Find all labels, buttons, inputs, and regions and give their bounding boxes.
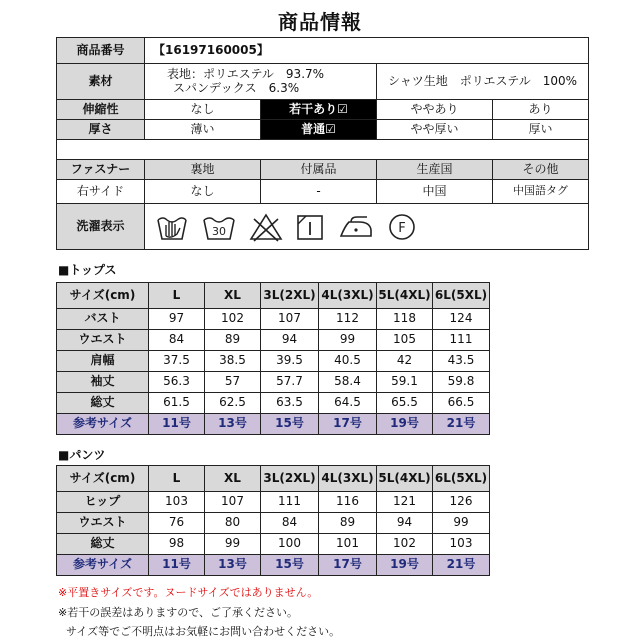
tops-heading: ■トップス [58,263,117,277]
pants-col-6l: 6L(5XL) [433,466,490,492]
cell: 57.7 [261,372,319,393]
tops-row-label: ウエスト [57,330,149,351]
wash-label: 洗濯表示 [57,204,145,250]
cell: 118 [377,309,433,330]
value-country: 中国 [377,180,493,204]
thickness-label: 厚さ [57,120,145,140]
cell: 111 [433,330,490,351]
cell: 105 [377,330,433,351]
ref-label: 参考サイズ [57,555,149,576]
ref-label: 参考サイズ [57,414,149,435]
header-accessories: 付属品 [261,160,377,180]
cell: 94 [377,513,433,534]
thickness-somewhat-thick: やや厚い [377,120,493,140]
material-front-line1: 表地：ポリエステル 93.7% [167,66,325,81]
cell: 103 [433,534,490,555]
cell: 43.5 [433,351,490,372]
cell: 99 [319,330,377,351]
pants-size-table [56,465,490,576]
pants-col-l: L [149,466,205,492]
cell: 116 [319,492,377,513]
tops-ref-row [57,414,490,435]
note-flat-size: ※平置きサイズです。ヌードサイズではありません。 [58,586,319,599]
cell: 101 [319,534,377,555]
tops-col-3l: 3L(2XL) [261,283,319,309]
cell: 99 [433,513,490,534]
tops-col-4l: 4L(3XL) [319,283,377,309]
value-zipper: 右サイド [57,180,145,204]
pants-row-label: ヒップ [57,492,149,513]
cell: 102 [205,309,261,330]
cell: 89 [319,513,377,534]
table-row [57,513,490,534]
tops-col-5l: 5L(4XL) [377,283,433,309]
cell: 66.5 [433,393,490,414]
cell: 112 [319,309,377,330]
cell: 107 [261,309,319,330]
page-title: 商品情報 [278,10,362,34]
cell: 121 [377,492,433,513]
value-other: 中国語タグ [493,180,589,204]
pants-heading: ■パンツ [58,448,106,462]
cell: 97 [149,309,205,330]
tops-col-size: サイズ(cm) [57,283,149,309]
cell: 42 [377,351,433,372]
product-info-table [56,37,589,250]
cell: 11号 [149,414,205,435]
spacer-row [57,140,589,160]
cell: 37.5 [149,351,205,372]
tops-row-label: 肩幅 [57,351,149,372]
cell: 19号 [377,414,433,435]
cell: 39.5 [261,351,319,372]
cell: 84 [149,330,205,351]
cell: 59.8 [433,372,490,393]
no-bleach-icon [249,212,283,242]
header-country: 生産国 [377,160,493,180]
tops-size-table [56,282,490,435]
cell: 76 [149,513,205,534]
table-row [57,351,490,372]
cell: 94 [261,330,319,351]
cell: 65.5 [377,393,433,414]
cell: 40.5 [319,351,377,372]
thickness-normal-selected: 普通☑ [261,120,377,140]
cell: 62.5 [205,393,261,414]
stretch-none: なし [145,100,261,120]
material-shirt: シャツ生地 ポリエステル 100% [377,64,589,100]
cell: 99 [205,534,261,555]
wash-30-icon [201,212,237,242]
cell: 21号 [433,555,490,576]
header-other: その他 [493,160,589,180]
cell: 57 [205,372,261,393]
cell: 19号 [377,555,433,576]
cell: 21号 [433,414,490,435]
table-row [57,393,490,414]
cell: 124 [433,309,490,330]
stretch-slight-selected: 若干あり☑ [261,100,377,120]
thickness-thick: 厚い [493,120,589,140]
pants-col-xl: XL [205,466,261,492]
stretch-yes: あり [493,100,589,120]
cell: 103 [149,492,205,513]
note-tolerance: ※若干の誤差はありますので、ご了承ください。 [58,606,298,619]
header-lining: 裏地 [145,160,261,180]
material-front-line2: スパンデックス 6.3% [173,80,300,95]
thickness-thin: 薄い [145,120,261,140]
table-row [57,309,490,330]
dry-clean-f-icon [387,212,417,242]
table-row [57,492,490,513]
product-no-value: 【16197160005】 [145,38,589,64]
cell: 98 [149,534,205,555]
cell: 61.5 [149,393,205,414]
hand-wash-icon [155,212,189,242]
header-zipper: ファスナー [57,160,145,180]
tops-col-l: L [149,283,205,309]
tops-col-6l: 6L(5XL) [433,283,490,309]
pants-col-5l: 5L(4XL) [377,466,433,492]
note-contact: サイズ等でご不明点はお気軽にお問い合わせください。 [66,625,341,638]
pants-col-size: サイズ(cm) [57,466,149,492]
dry-clean-f-text: F [398,220,406,236]
wash-symbols [145,204,589,250]
cell: 11号 [149,555,205,576]
cell: 107 [205,492,261,513]
value-accessories: - [261,180,377,204]
cell: 111 [261,492,319,513]
cell: 58.4 [319,372,377,393]
pants-ref-row [57,555,490,576]
cell: 15号 [261,555,319,576]
pants-col-4l: 4L(3XL) [319,466,377,492]
cell: 89 [205,330,261,351]
tops-row-label: バスト [57,309,149,330]
cell: 38.5 [205,351,261,372]
cell: 126 [433,492,490,513]
cell: 13号 [205,414,261,435]
material-front [145,64,377,100]
pants-row-label: ウエスト [57,513,149,534]
pants-row-label: 総丈 [57,534,149,555]
cell: 13号 [205,555,261,576]
cell: 56.3 [149,372,205,393]
pants-col-3l: 3L(2XL) [261,466,319,492]
cell: 84 [261,513,319,534]
tops-col-xl: XL [205,283,261,309]
tops-row-label: 袖丈 [57,372,149,393]
value-lining: なし [145,180,261,204]
material-label: 素材 [57,64,145,100]
cell: 63.5 [261,393,319,414]
stretch-label: 伸縮性 [57,100,145,120]
cell: 64.5 [319,393,377,414]
cell: 15号 [261,414,319,435]
cell: 59.1 [377,372,433,393]
product-no-label: 商品番号 [57,38,145,64]
table-row [57,330,490,351]
cell: 100 [261,534,319,555]
cell: 17号 [319,555,377,576]
iron-low-icon [337,212,375,242]
table-row [57,534,490,555]
cell: 102 [377,534,433,555]
wash-temp-text: 30 [212,224,226,238]
table-row [57,372,490,393]
line-dry-shade-icon [295,212,325,242]
tops-row-label: 総丈 [57,393,149,414]
cell: 17号 [319,414,377,435]
cell: 80 [205,513,261,534]
stretch-somewhat: ややあり [377,100,493,120]
